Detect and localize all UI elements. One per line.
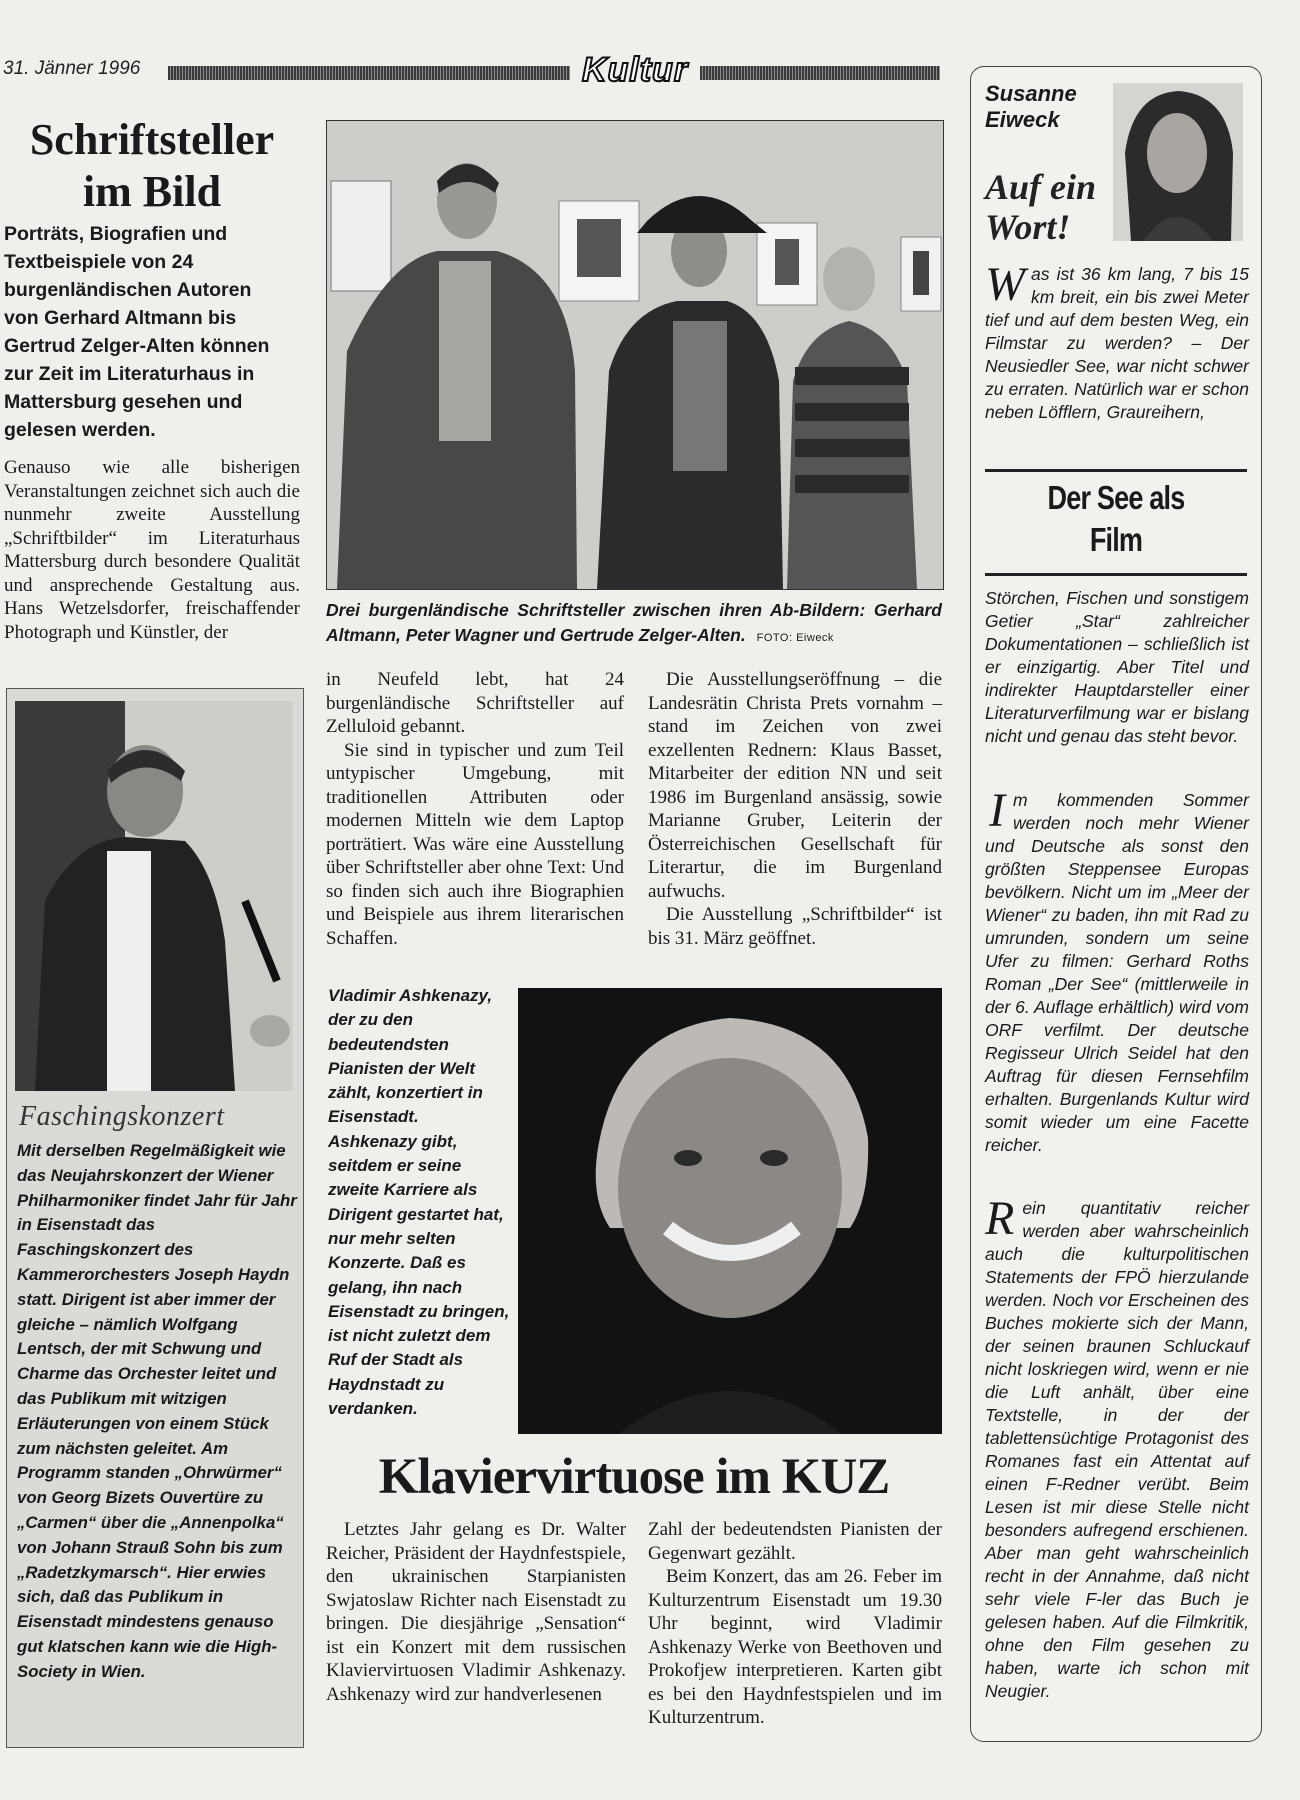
column-para4-initial: R bbox=[985, 1192, 1015, 1245]
article2-headline: Klaviervirtuose im KUZ bbox=[378, 1449, 890, 1505]
article1-col3-para1: Die Ausstellungseröffnung – die Landesrätin Christa Prets vornahm – stand im Zeichen von zwei exzellenten Rednern: Klaus Basset, Mitarbeiter der edition NN und seit 1986 im Burgenland ansässig, sowie Marianne Gruber, Leiterin der Österreichischen Gesellschaft für Literartur, die im Burgenland aufwuchs. bbox=[648, 669, 942, 902]
ashkenazy-photo-illustration bbox=[518, 988, 942, 1434]
fasching-box bbox=[6, 688, 304, 1748]
column-para1-text: as ist 36 km lang, 7 bis 15 km breit, ein bis zwei Meter tief und auf dem besten Weg, ein Filmstar zu werden? – Der Neusiedler See, war nicht schwer zu erraten. Natürlich war er schon neben Löfflern, Graureihern, bbox=[985, 264, 1249, 422]
article1-headline: Schriftsteller im Bild bbox=[29, 115, 275, 216]
article2-body-col2 bbox=[648, 1518, 942, 1730]
subhead-rule-top bbox=[985, 469, 1247, 472]
column-para3 bbox=[985, 784, 1249, 1157]
column-box bbox=[970, 66, 1262, 1742]
fasching-title: Faschingskonzert bbox=[19, 1101, 225, 1132]
ashkenazy-photo bbox=[518, 988, 942, 1434]
article2-col2-para1: Zahl der bedeutendsten Pianisten der Gegenwart gezählt. bbox=[648, 1519, 942, 1564]
column-para1 bbox=[985, 258, 1249, 424]
article2-col2-para2: Beim Konzert, das am 26. Feber im Kulturzentrum Eisenstadt um 19.30 Uhr beginnt, wird Vladimir Ashkenazy Werke von Beethoven und Prokofjew interpretieren. Karten gibt es bei den Haydnfestspielen und im Kulturzentrum. bbox=[648, 1566, 942, 1728]
writers-photo-caption bbox=[326, 598, 942, 651]
article1-lead: Porträts, Biografien und Textbeispiele von 24 burgenländischen Autoren von Gerhard Altmann bis Gertrud Zelger-Alten können zur Zeit im Literaturhaus in Mattersburg gesehen und gelesen werden. bbox=[4, 223, 270, 441]
article1-body-col2 bbox=[326, 668, 624, 950]
column-author: Susanne Eiweck bbox=[985, 81, 1077, 132]
photo-credit: FOTO: Eiweck bbox=[756, 632, 834, 644]
article1-col2-para2: Sie sind in typischer und zum Teil untypischer Umgebung, mit traditionellen Attributen oder modernen Mitteln wie dem Laptop porträtiert. Was wäre eine Ausstellung über Schriftsteller aber ohne Text: Und so finden sich auch ihre Biographien und Beispiele aus ihrem literarischen Schaffen. bbox=[326, 739, 624, 949]
article2-body-col1: Letztes Jahr gelang es Dr. Walter Reicher, Präsident der Haydnfestspiele, den ukrainischen Starpianisten Swjatoslaw Richter nach Eisenstadt zu bringen. Die diesjährige „Sensation“ ist ein Konzert mit dem russischen Klaviervirtuosen Vladimir Ashkenazy. Ashkenazy wird zur handverlesenen bbox=[326, 1519, 626, 1705]
column-para4-text: ein quantitativ reicher werden aber wahrscheinlich auch die kulturpolitischen Statements der FPÖ hierzulande werden. Noch vor Erscheinen des Buches mokierte sich der Mann, der seinen braunen Schluckauf nicht loskriegen wird, wenn er nie die Luft anhält, über eine Textstelle, in der der tablettensüchtige Protagonist des Romanes fast ein Attentat auf einen F-Redner verübt. Beim Lesen ist mir diese Stelle nicht besonders aufregend erschienen. Aber man geht wahrscheinlich recht in der Annahme, daß nicht sehr viele F-ler das Buch je gelesen haben. Auf die Filmkritik, ohne den Film gesehen zu haben, warte ich schon mit Neugier. bbox=[985, 1198, 1249, 1701]
writers-photo bbox=[326, 120, 944, 590]
writers-photo-illustration bbox=[327, 121, 943, 589]
issue-date: 31. Jänner 1996 bbox=[3, 58, 141, 79]
column-para4 bbox=[985, 1192, 1249, 1703]
author-portrait-illustration bbox=[1113, 83, 1243, 241]
subhead-rule-bottom bbox=[985, 573, 1247, 576]
article1-col3-para2: Die Ausstellung „Schriftbilder“ ist bis 31. März geöffnet. bbox=[648, 904, 942, 949]
fasching-body: Mit derselben Regelmäßigkeit wie das Neujahrskonzert der Wiener Philharmoniker findet Jahr für Jahr in Eisenstadt das Faschingskonzert des Kammerorchesters Joseph Haydn statt. Dirigent ist aber immer der gleiche – nämlich Wolfgang Lentsch, der mit Schwung und Charme das Orchester leitet und das Publikum mit witzigen Erläuterungen von einem Stück zum nächsten geleitet. Am Programm standen „Ohrwürmer“ von Georg Bizets Ouvertüre zu „Carmen“ über die „Annenpolka“ von Johann Strauß Sohn bis zum „Radetzkymarsch“. Hier erwies sich, daß das Publikum in Eisenstadt mindestens genauso gut klatschen kann wie die High-Society in Wien. bbox=[17, 1141, 297, 1681]
section-logo: Kultur bbox=[581, 51, 689, 89]
header-rule-left bbox=[168, 66, 570, 80]
column-para3-text: m kommenden Sommer werden noch mehr Wiener und Deutsche als sonst den größten Steppensee Europas bevölkern. Nicht um im „Meer der Wiener“ zu baden, ihn mit Rad zu umrunden, sondern um seine Ufer zu filmen: Gerhard Roths Roman „Der See“ (mittlerweile in der 6. Auflage erhältlich) wird vom ORF verfilmt. Der deutsche Regisseur Ulrich Seidel hat den Auftrag für diesen Fernsehfilm erhalten. Burgenlands Kultur wird somit wieder um eine Facette reicher. bbox=[985, 790, 1249, 1155]
article1-col2-para1: in Neufeld lebt, hat 24 burgenländische Schriftsteller auf Zelluloid gebannt. bbox=[326, 669, 624, 737]
header-rule-right bbox=[700, 66, 940, 80]
column-subhead: Der See als Film bbox=[1047, 479, 1185, 558]
column-title: Auf ein Wort! bbox=[985, 167, 1097, 247]
article1-body-col3 bbox=[648, 668, 942, 950]
author-portrait bbox=[1113, 83, 1243, 241]
article1-body-col1: Genauso wie alle bisherigen Veranstaltungen zeichnet sich auch die nunmehr zweite Ausstellung „Schriftbilder“ im Literaturhaus Mattersburg durch besondere Qualität und ansprechende Gestaltung aus. Hans Wetzelsdorfer, freischaffender Photograph und Künstler, der bbox=[4, 457, 300, 643]
conductor-photo-illustration bbox=[15, 701, 293, 1091]
conductor-photo bbox=[15, 701, 293, 1091]
writers-photo-caption-text: Drei burgenländische Schriftsteller zwischen ihren Ab-Bildern: Gerhard Altmann, Peter Wagner und Gertrude Zelger-Alten. bbox=[326, 600, 942, 645]
column-para2: Störchen, Fischen und sonstigem Getier „Star“ zahlreicher Dokumentationen – schließlich ist er einzigartig. Aber Titel und indirekter Hauptdarsteller einer Literaturverfilmung war er bislang nicht und genau das steht bevor. bbox=[985, 588, 1249, 746]
column-para3-initial: I bbox=[989, 784, 1005, 837]
ashkenazy-caption: Vladimir Ashkenazy, der zu den bedeutendsten Pianisten der Welt zählt, konzertiert in Eisenstadt. Ashkenazy gibt, seitdem er seine zweite Karriere als Dirigent gestartet hat, nur mehr selten Konzerte. Daß es gelang, ihn nach Eisenstadt zu bringen, ist nicht zuletzt dem Ruf der Stadt als Haydnstadt zu verdanken. bbox=[328, 986, 510, 1419]
column-para1-initial: W bbox=[985, 258, 1025, 311]
